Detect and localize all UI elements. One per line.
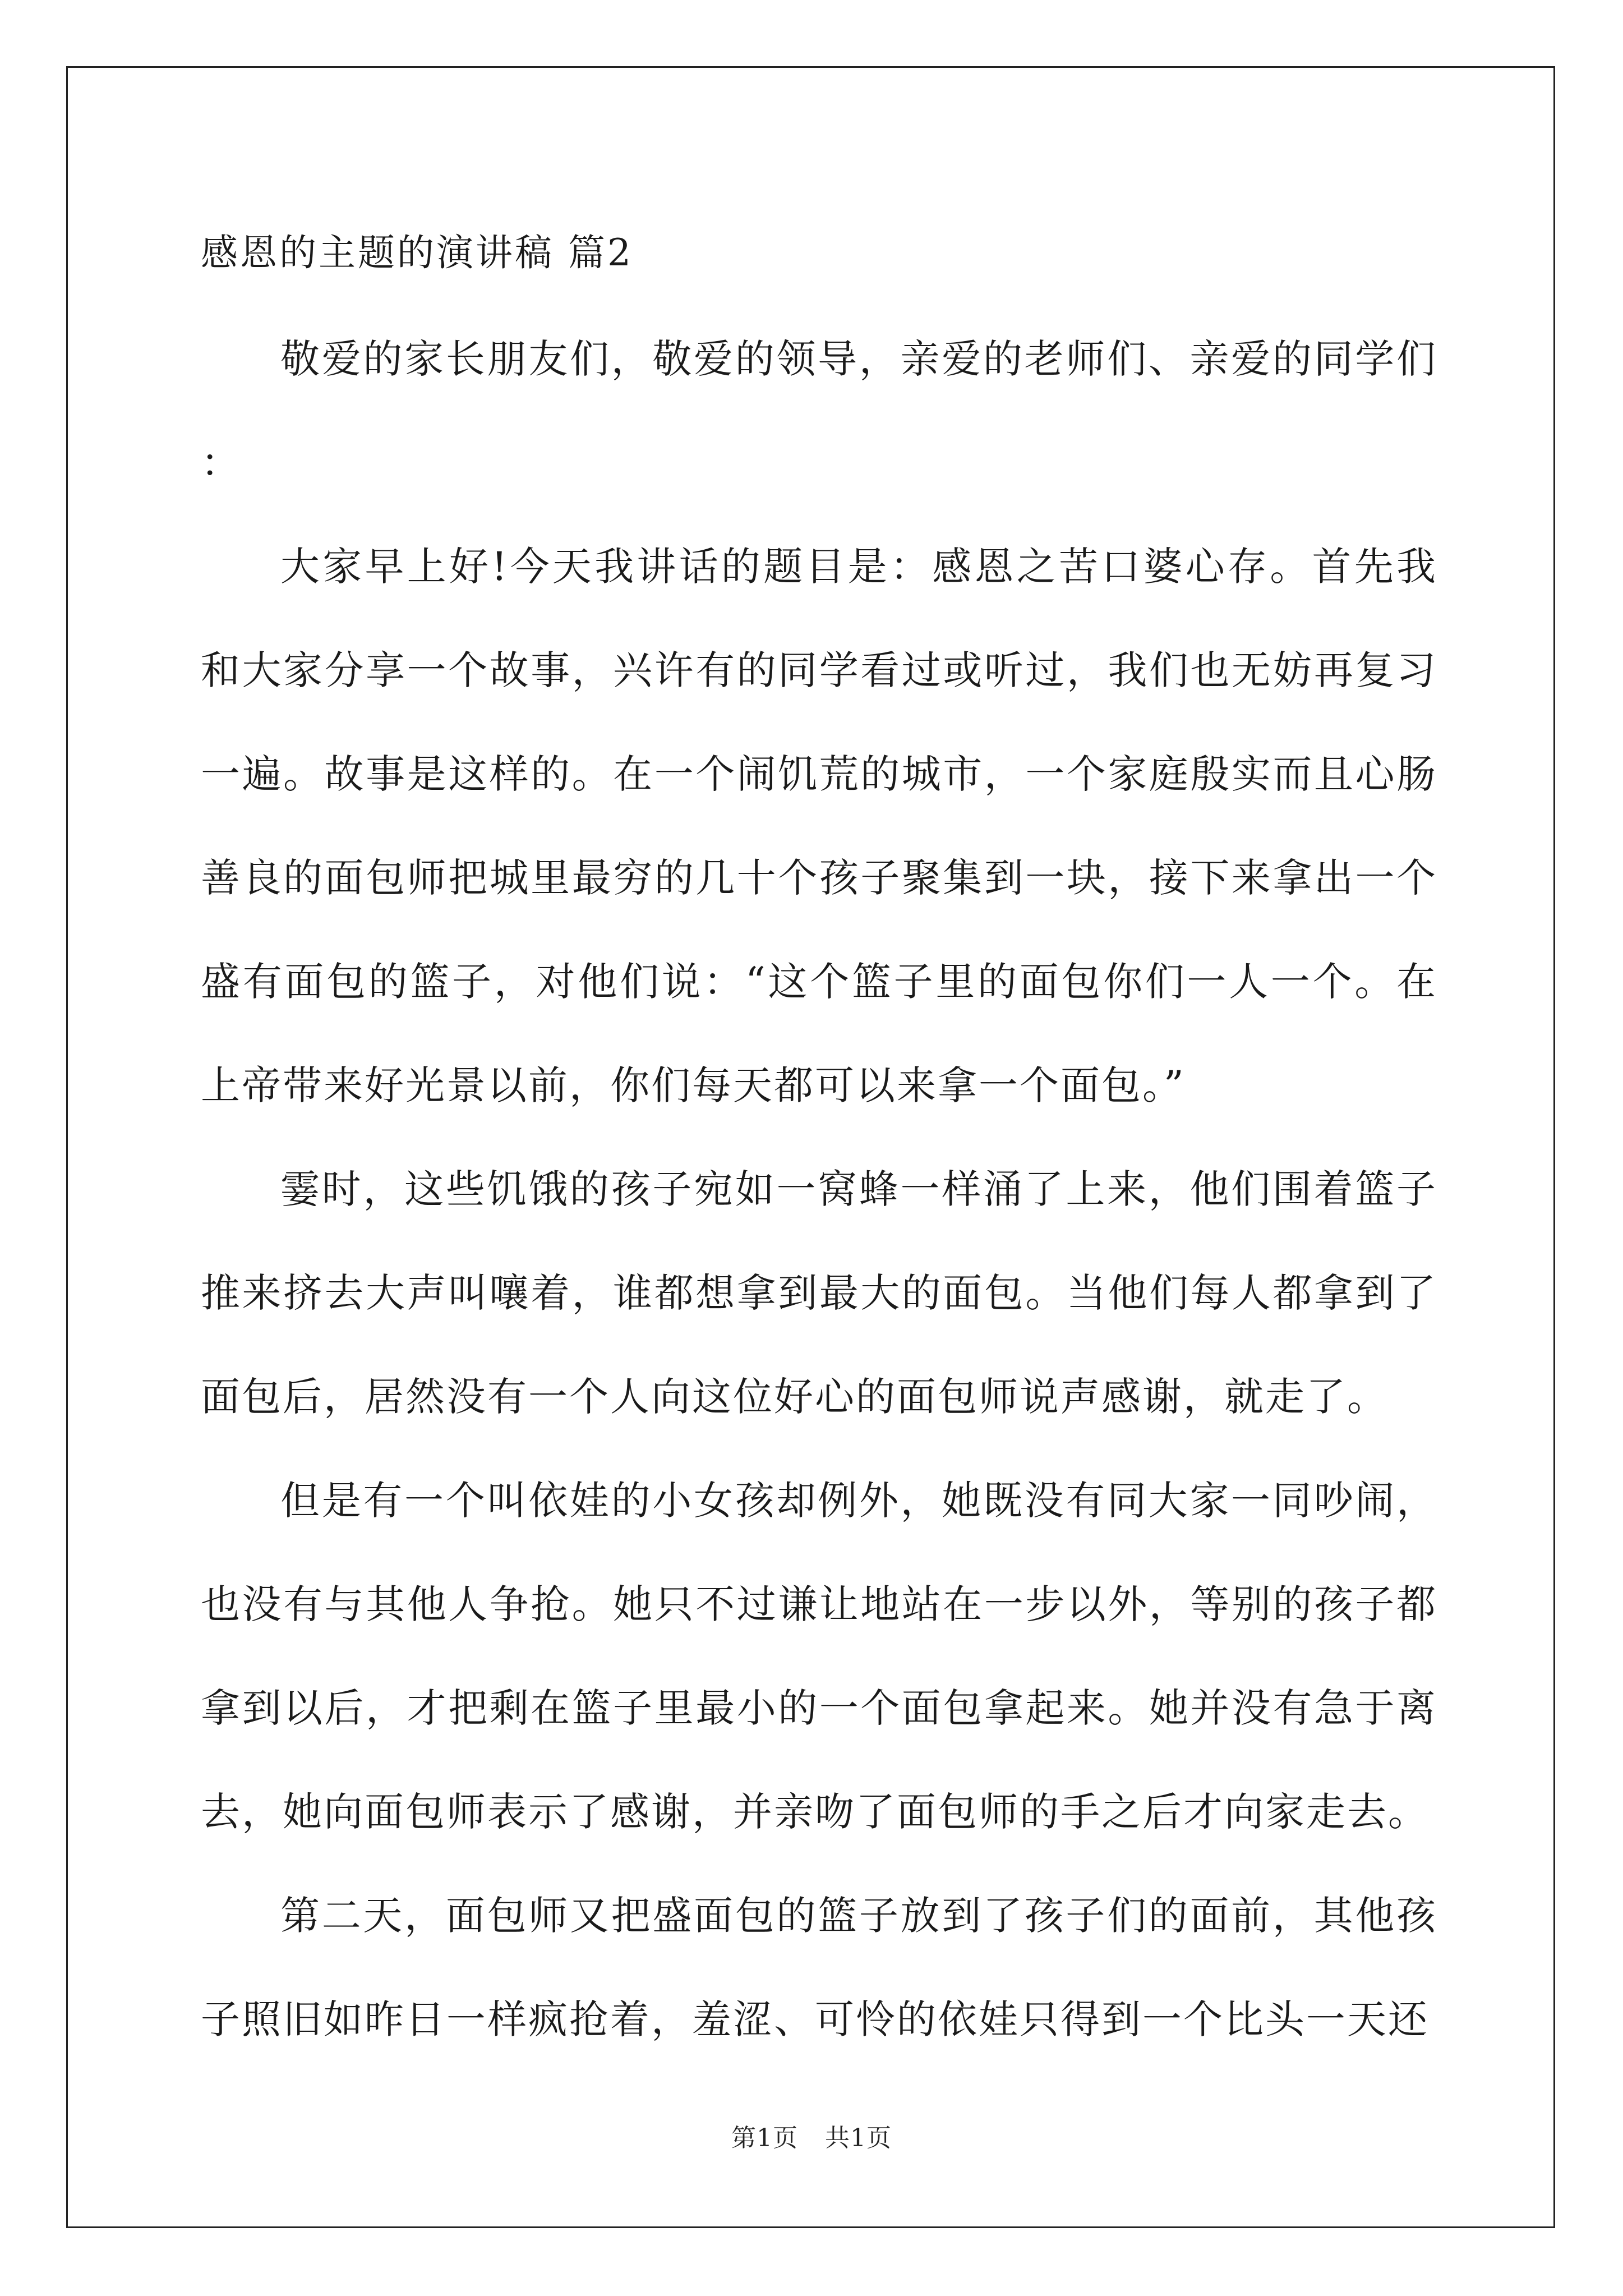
paragraph-second-day: 第二天，面包师又把盛面包的篮子放到了孩子们的面前，其他孩子照旧如昨日一样疯抢着，羞涩、可怜的依娃只得到一个比头一天还 — [201, 1893, 1437, 2042]
page-number: 第1页 — [731, 2124, 798, 2152]
page-total: 共1页 — [825, 2124, 892, 2152]
paragraph-greeting: 敬爱的家长朋友们，敬爱的领导，亲爱的老师们、亲爱的同学们： — [201, 336, 1437, 486]
paragraph-children-rush: 霎时，这些饥饿的孩子宛如一窝蜂一样涌了上来，他们围着篮子推来挤去大声叫嚷着，谁都想拿到最大的面包。当他们每人都拿到了面包后，居然没有一个人向这位好心的面包师说声感谢，就走了。 — [201, 1166, 1437, 1420]
document-title: 感恩的主题的演讲稿 篇2 — [201, 231, 633, 274]
document-body — [201, 220, 1437, 2072]
page-footer — [0, 2122, 1623, 2155]
paragraph-eva: 但是有一个叫依娃的小女孩却例外，她既没有同大家一同吵闹，也没有与其他人争抢。她只不过谦让地站在一步以外，等别的孩子都拿到以后，才把剩在篮子里最小的一个面包拿起来。她并没有急于离去，她向面包师表示了感谢，并亲吻了面包师的手之后才向家走去。 — [201, 1478, 1437, 1835]
paragraph-story-intro: 大家早上好!今天我讲话的题目是：感恩之苦口婆心存。首先我和大家分享一个故事，兴许有的同学看过或听过，我们也无妨再复习一遍。故事是这样的。在一个闹饥荒的城市，一个家庭殷实而且心肠善良的面包师把城里最穷的几十个孩子聚集到一块，接下来拿出一个盛有面包的篮子，对他们说：“这个篮子里的面包你们一人一个。在上帝带来好光景以前，你们每天都可以来拿一个面包。” — [201, 544, 1437, 1108]
